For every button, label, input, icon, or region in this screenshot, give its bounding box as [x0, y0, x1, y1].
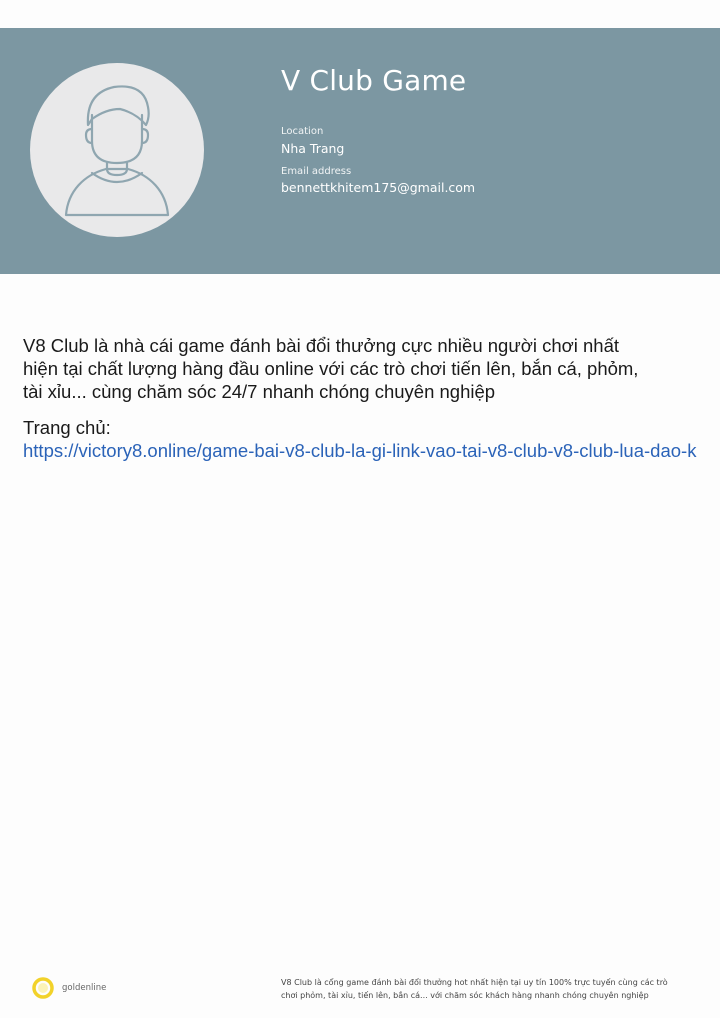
footer-text: [281, 976, 701, 1002]
goldenline-logo-icon: [31, 976, 55, 1000]
location-value: Nha Trang: [281, 141, 345, 156]
footer-text-line: V8 Club là cổng game đánh bài đổi thưởng hot nhất hiện tại uy tín 100% trực tuyến cùng các trò: [281, 978, 668, 987]
footer-text-line: chơi phỏm, tài xỉu, tiến lên, bắn cá... với chăm sóc khách hàng nhanh chóng chuyên nghiệp: [281, 991, 649, 1000]
location-label: Location: [281, 126, 324, 137]
email-label: Email address: [281, 166, 352, 177]
description-line: V8 Club là nhà cái game đánh bài đổi thưởng cực nhiều người chơi nhất: [23, 335, 620, 356]
profile-header: [0, 28, 720, 274]
home-link[interactable]: https://victory8.online/game-bai-v8-club-la-gi-link-vao-tai-v8-club-v8-club-lua-dao-k: [23, 440, 697, 461]
user-silhouette-icon: [30, 63, 204, 237]
description: [23, 334, 703, 403]
email-value[interactable]: bennettkhitem175@gmail.com: [281, 180, 476, 195]
footer-brand: goldenline: [62, 983, 107, 993]
profile-name: V Club Game: [281, 64, 467, 97]
avatar: [30, 63, 204, 237]
home-label: Trang chủ:: [23, 417, 111, 438]
description-line: hiện tại chất lượng hàng đầu online với các trò chơi tiến lên, bắn cá, phỏm,: [23, 358, 639, 379]
description-line: tài xỉu... cùng chăm sóc 24/7 nhanh chóng chuyên nghiệp: [23, 381, 496, 402]
